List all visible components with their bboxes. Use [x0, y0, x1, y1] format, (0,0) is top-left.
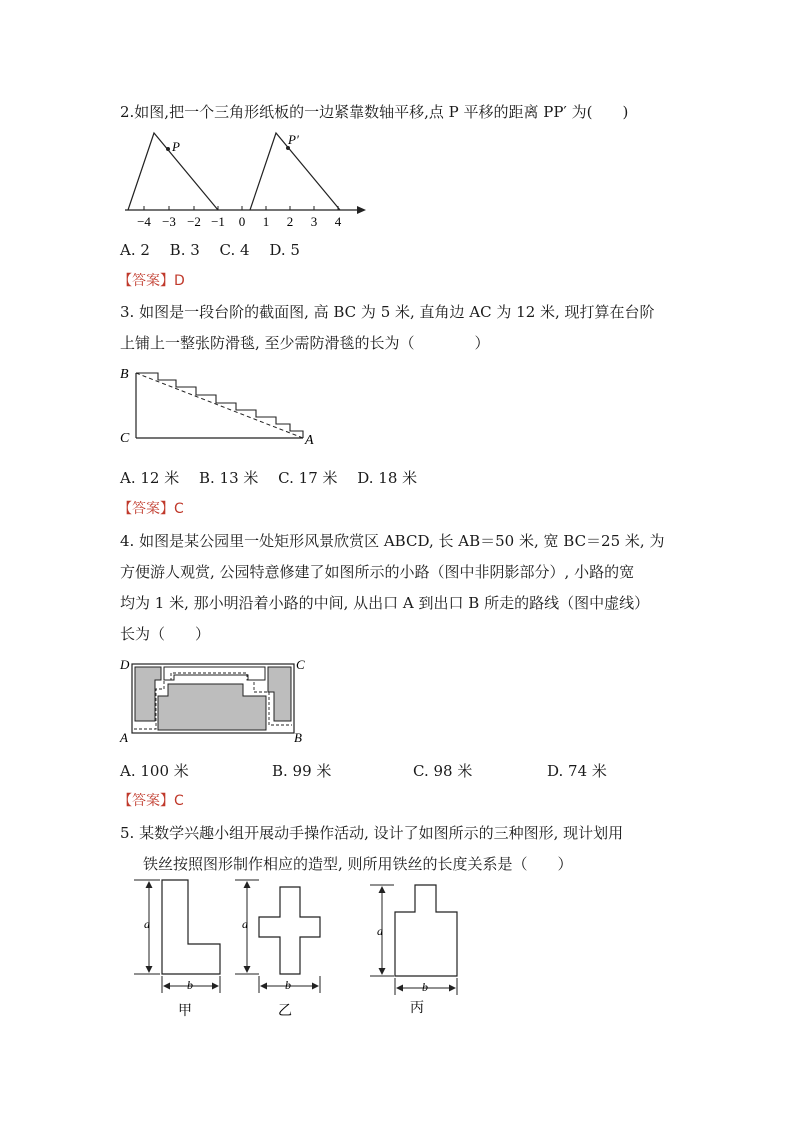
q2-tick-label: 1 — [262, 214, 270, 229]
q5-text-line1: 5. 某数学兴趣小组开展动手操作活动, 设计了如图所示的三种图形, 现计划用 — [120, 824, 624, 842]
q2-tick-label: −3 — [162, 214, 176, 229]
q4-label-c: C — [296, 657, 305, 672]
q4-option-a: A. 100 米 — [120, 762, 189, 780]
q3-text-line2: 上铺上一整张防滑毯, 至少需防滑毯的长为（ ） — [120, 334, 490, 352]
q2-label-p-prime: P′ — [288, 132, 299, 147]
q5-caption-jia: 甲 — [178, 1004, 192, 1019]
answer-value: C — [174, 793, 184, 809]
q2-tick-label: 3 — [310, 214, 318, 229]
q4-text-line3: 均为 1 米, 那小明沿着小路的中间, 从出口 A 到出口 B 所走的路线（图中虚线） — [120, 594, 650, 612]
q4-option-c: C. 98 米 — [413, 762, 473, 780]
q2-number-line-figure — [120, 128, 380, 228]
answer-tag: 【答案】 — [118, 501, 174, 517]
q4-answer — [118, 790, 184, 810]
q4-label-b: B — [294, 730, 302, 745]
q4-text-line4: 长为（ ） — [120, 625, 211, 643]
answer-tag: 【答案】 — [118, 793, 174, 809]
answer-value: D — [174, 273, 185, 289]
q2-tick-label: 0 — [238, 214, 246, 229]
q4-label-a: A — [120, 730, 128, 745]
q4-option-d: D. 74 米 — [547, 762, 607, 780]
q5-caption-yi: 乙 — [278, 1004, 292, 1019]
q5-text-line2: 铁丝按照图形制作相应的造型, 则所用铁丝的长度关系是（ ） — [143, 855, 573, 873]
q3-label-c: C — [120, 431, 130, 446]
q5-dim-b-1: b — [187, 978, 193, 992]
q3-answer — [118, 498, 184, 518]
q4-label-d: D — [120, 657, 130, 672]
answer-tag: 【答案】 — [118, 273, 174, 289]
answer-value: C — [174, 501, 184, 517]
q2-tick-label: −1 — [211, 214, 225, 229]
q2-label-p: P — [172, 139, 180, 154]
q2-tick-label: 2 — [286, 214, 294, 229]
q5-dim-a-3: a — [377, 924, 383, 938]
q2-options: A. 2 B. 3 C. 4 D. 5 — [120, 241, 300, 259]
q3-label-a: A — [305, 433, 314, 448]
q5-caption-bing: 丙 — [410, 1001, 424, 1016]
q3-text-line1: 3. 如图是一段台阶的截面图, 高 BC 为 5 米, 直角边 AC 为 12 米, 现打算在台阶 — [120, 303, 655, 321]
q4-text-line1: 4. 如图是某公园里一处矩形风景欣赏区 ABCD, 长 AB＝50 米, 宽 BC＝25 米, 为 — [120, 532, 665, 550]
q5-dim-a-1: a — [144, 917, 150, 931]
q2-text: 2.如图,把一个三角形纸板的一边紧靠数轴平移,点 P 平移的距离 PP′ 为( ) — [120, 103, 629, 121]
q5-dim-b-2: b — [285, 978, 291, 992]
q5-dim-a-2: a — [242, 917, 248, 931]
q4-park-figure — [118, 656, 318, 746]
q2-answer — [118, 270, 185, 290]
q3-label-b: B — [120, 367, 129, 382]
q5-dim-b-3: b — [422, 980, 428, 994]
q2-tick-label: −4 — [137, 214, 151, 229]
q2-tick-label: −2 — [187, 214, 201, 229]
q2-tick-label: 4 — [334, 214, 342, 229]
q3-stairs-figure — [118, 362, 318, 447]
q4-text-line2: 方便游人观赏, 公园特意修建了如图所示的小路（图中非阴影部分）, 小路的宽 — [120, 563, 635, 581]
q5-shapes-figure — [132, 875, 492, 1020]
q3-options: A. 12 米 B. 13 米 C. 17 米 D. 18 米 — [120, 469, 418, 487]
q4-option-b: B. 99 米 — [272, 762, 332, 780]
